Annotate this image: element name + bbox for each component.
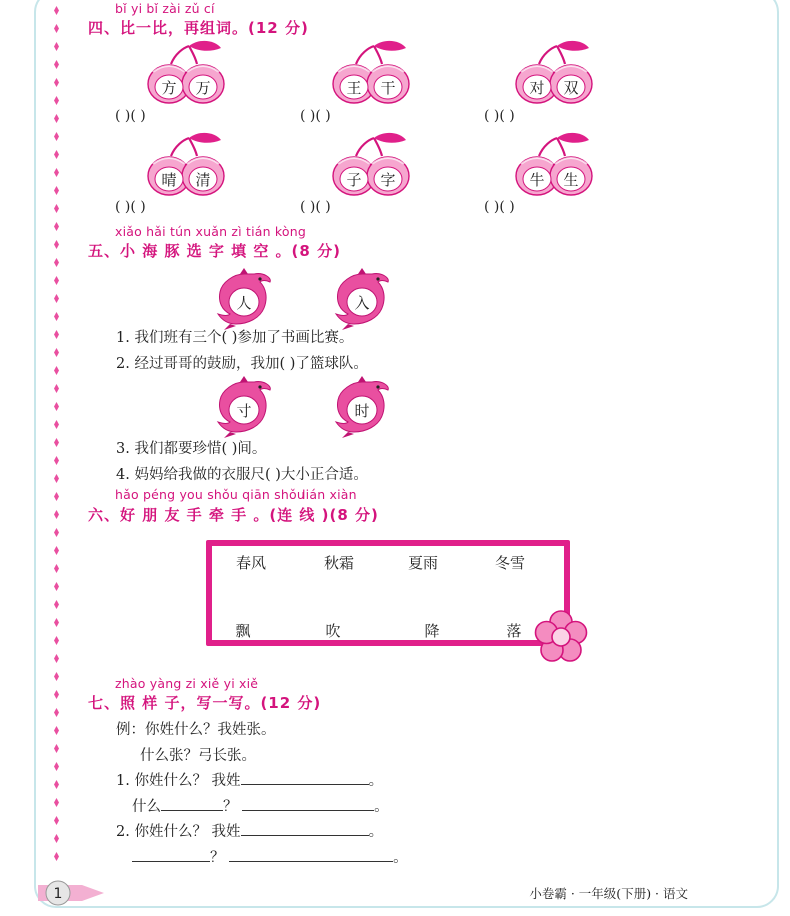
sentence-3: 3. 我们都要珍惜( )间。 (116, 441, 267, 457)
q2-line (116, 820, 383, 841)
margin-dot (54, 618, 59, 627)
q1-row2-blank-b[interactable] (242, 796, 374, 811)
paren-row: ( )( ) (300, 108, 331, 124)
section4-pinyin: bǐ yi bǐ zài zǔ cí (115, 1, 215, 16)
margin-dot (54, 222, 59, 231)
q2-row2-period: 。 (393, 850, 408, 866)
q1-row2-blank-a[interactable] (161, 796, 223, 811)
berry-char-left: 对 (529, 79, 545, 97)
margin-dot (54, 510, 59, 519)
q2-blank[interactable] (241, 821, 369, 836)
margin-dot (54, 258, 59, 267)
berry-char-left: 方 (161, 79, 177, 97)
margin-dot (54, 816, 59, 825)
margin-dot (54, 168, 59, 177)
q1-row2-qmark: ？ (223, 799, 238, 815)
dolphin (214, 268, 274, 334)
top-word[interactable]: 冬雪 (494, 554, 525, 572)
section6-heading: 六、好 朋 友 手 牵 手 。(连 线 )(8 分) (88, 506, 379, 524)
margin-dot (54, 852, 59, 861)
margin-dot (54, 42, 59, 51)
margin-dot (54, 402, 59, 411)
margin-dot (54, 60, 59, 69)
dolphin-char: 人 (236, 294, 252, 312)
bottom-word[interactable]: 降 (424, 622, 440, 640)
margin-dot (54, 132, 59, 141)
q1-row2-prefix: 什么 (132, 799, 161, 815)
margin-dot (54, 492, 59, 501)
margin-dot (54, 474, 59, 483)
section7-pinyin: zhào yàng zi xiě yi xiě (115, 676, 259, 691)
section4-heading: 四、比一比，再组词。(12 分) (88, 19, 309, 37)
section6-pinyin-extra: lián xiàn (302, 487, 357, 502)
berry-char-right: 双 (563, 79, 579, 97)
berry-char-left: 子 (346, 171, 362, 189)
berry-char-left: 晴 (161, 171, 177, 189)
margin-dot (54, 6, 59, 15)
q1-period: 。 (368, 773, 384, 789)
q2-row2 (132, 846, 408, 867)
margin-dot (54, 546, 59, 555)
paren-row: ( )( ) (484, 108, 515, 124)
margin-dot (54, 780, 59, 789)
margin-dot (54, 294, 59, 303)
top-word[interactable]: 秋霜 (323, 554, 354, 572)
page-number-arrow (38, 876, 106, 910)
dotted-margin (52, 6, 60, 866)
margin-dot (54, 726, 59, 735)
sentence-2: 2. 经过哥哥的鼓励，我加( )了篮球队。 (116, 356, 368, 372)
margin-dot (54, 708, 59, 717)
q1-line (116, 769, 383, 790)
margin-dot (54, 798, 59, 807)
berry-char-right: 清 (195, 171, 211, 189)
q2-row2-qmark: ？ (210, 850, 225, 866)
example-line-1: 例：你姓什么？我姓张。 (116, 722, 276, 738)
berry-pair (330, 42, 416, 108)
margin-dot (54, 114, 59, 123)
margin-dot (54, 96, 59, 105)
berry-pair (513, 42, 599, 108)
margin-dot (54, 528, 59, 537)
margin-dot (54, 384, 59, 393)
sentence-1: 1. 我们班有三个( )参加了书画比赛。 (116, 330, 354, 346)
margin-dot (54, 240, 59, 249)
berry-pair (330, 134, 416, 200)
dolphin (332, 268, 392, 334)
margin-dot (54, 654, 59, 663)
margin-dot (54, 186, 59, 195)
paren-row: ( )( ) (115, 108, 146, 124)
berry-pair (145, 134, 231, 200)
q2-prefix: 2. 你姓什么？ 我姓 (116, 824, 241, 840)
margin-dot (54, 204, 59, 213)
bottom-word[interactable]: 吹 (325, 622, 341, 640)
margin-dot (54, 312, 59, 321)
book-title: 小卷霸 · 一年级(下册) · 语文 (529, 886, 688, 901)
margin-dot (54, 330, 59, 339)
paren-row: ( )( ) (484, 199, 515, 215)
top-word[interactable]: 春风 (235, 554, 266, 572)
bottom-word[interactable]: 飘 (235, 622, 251, 640)
margin-dot (54, 438, 59, 447)
q2-row2-blank-b[interactable] (229, 847, 393, 862)
margin-dot (54, 24, 59, 33)
margin-dot (54, 834, 59, 843)
margin-dot (54, 762, 59, 771)
berry-char-left: 牛 (529, 171, 545, 189)
margin-dot (54, 366, 59, 375)
flower-icon (532, 608, 590, 666)
margin-dot (54, 420, 59, 429)
section7-heading: 七、照 样 子，写一写。(12 分) (88, 694, 322, 712)
margin-dot (54, 78, 59, 87)
margin-dot (54, 582, 59, 591)
berry-char-right: 干 (380, 79, 396, 97)
q1-row2 (132, 795, 389, 816)
dolphin (214, 376, 274, 442)
margin-dot (54, 672, 59, 681)
q2-row2-blank-a[interactable] (132, 847, 210, 862)
paren-row: ( )( ) (115, 199, 146, 215)
section5-heading: 五、小 海 豚 选 字 填 空 。(8 分) (88, 242, 341, 260)
margin-dot (54, 276, 59, 285)
berry-pair (145, 42, 231, 108)
dolphin-char: 入 (354, 294, 370, 312)
section5-pinyin: xiǎo hǎi tún xuǎn zì tián kòng (115, 224, 307, 239)
margin-dot (54, 636, 59, 645)
berry-char-right: 字 (380, 171, 396, 189)
margin-dot (54, 600, 59, 609)
example-line-2: 什么张？弓长张。 (140, 748, 256, 764)
dolphin-char: 寸 (236, 402, 252, 420)
page-number: 1 (53, 886, 63, 902)
berry-char-right: 万 (195, 79, 211, 97)
q1-row2-period: 。 (374, 799, 389, 815)
margin-dot (54, 744, 59, 753)
dolphin (332, 376, 392, 442)
bottom-word[interactable]: 落 (506, 622, 522, 640)
margin-dot (54, 690, 59, 699)
sentence-4: 4. 妈妈给我做的衣服尺( )大小正合适。 (116, 467, 368, 483)
berry-char-left: 王 (346, 79, 362, 97)
q1-prefix: 1. 你姓什么？ 我姓 (116, 773, 241, 789)
margin-dot (54, 456, 59, 465)
dolphin-char: 时 (354, 402, 370, 420)
top-word[interactable]: 夏雨 (407, 554, 438, 572)
q2-period: 。 (368, 824, 384, 840)
paren-row: ( )( ) (300, 199, 331, 215)
section6-pinyin: hǎo péng you shǒu qiān shǒu (115, 487, 305, 502)
margin-dot (54, 150, 59, 159)
berry-char-right: 生 (563, 171, 579, 189)
berry-pair (513, 134, 599, 200)
margin-dot (54, 564, 59, 573)
margin-dot (54, 348, 59, 357)
q1-blank[interactable] (241, 770, 369, 785)
